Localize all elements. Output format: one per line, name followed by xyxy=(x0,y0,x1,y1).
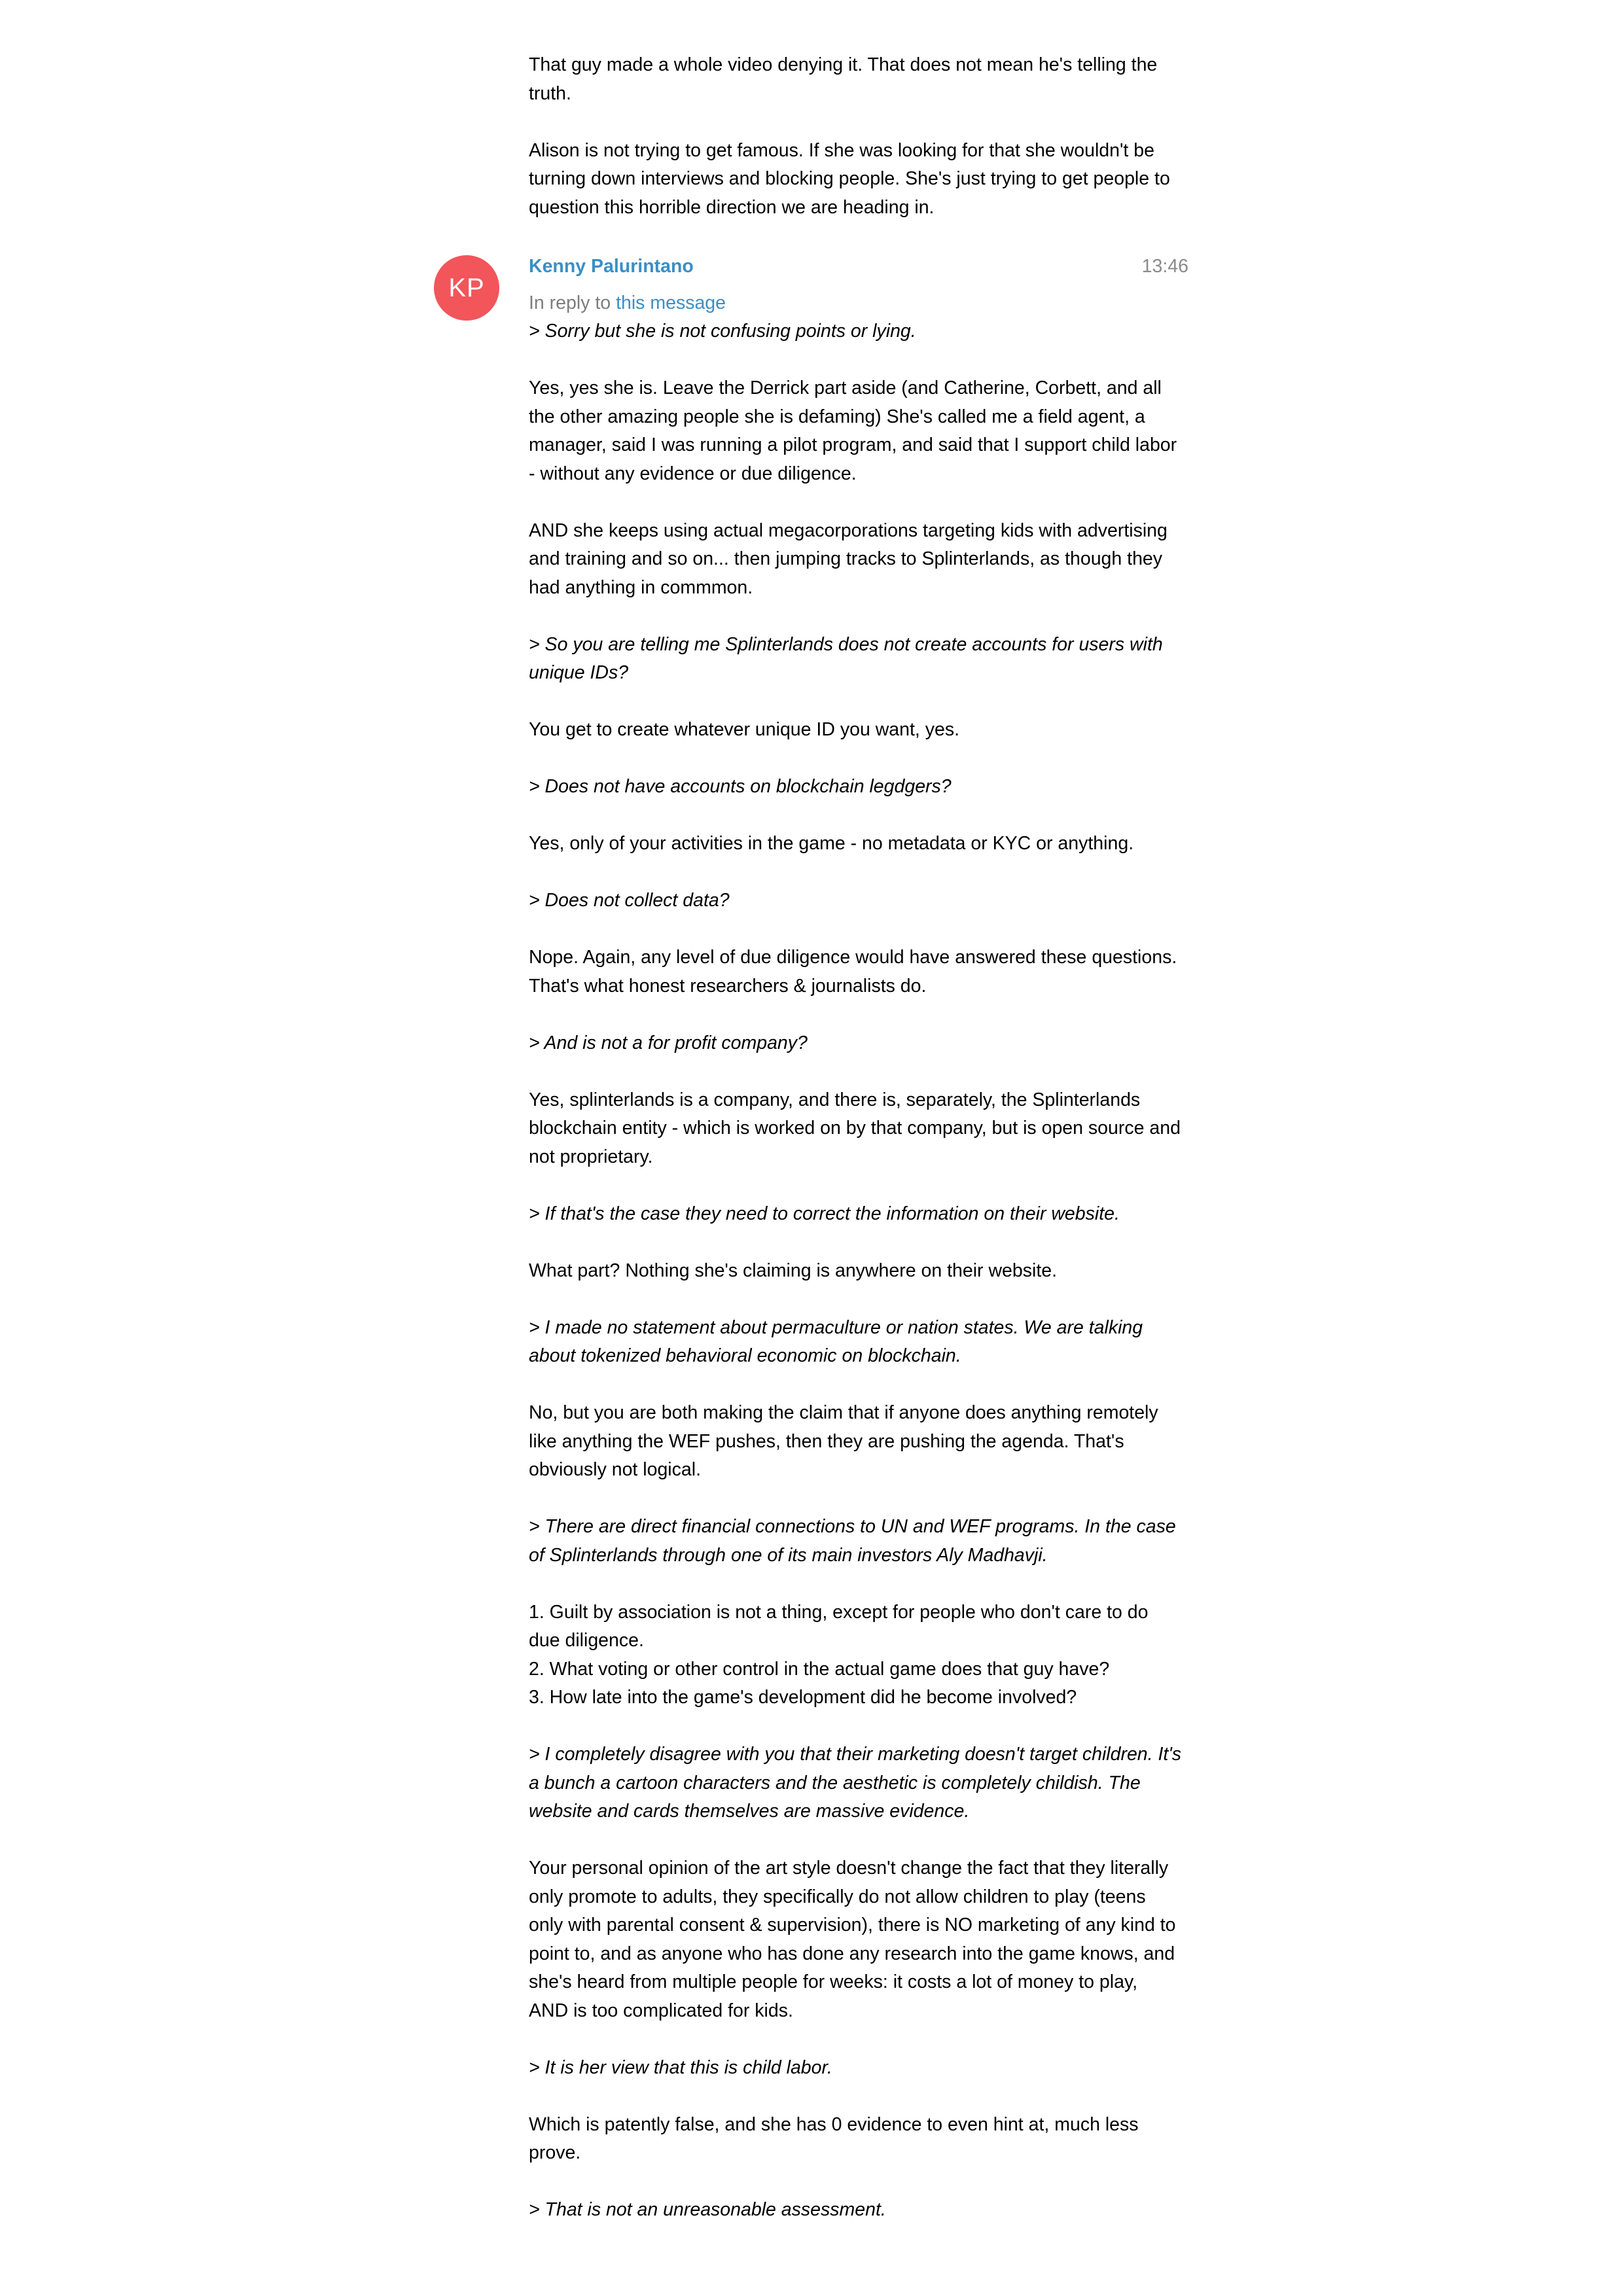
message-paragraph: Alison is not trying to get famous. If she was looking for that she wouldn't be turning down interviews and blocking people. She's just trying to get people to question this horrible direction we are heading in. xyxy=(529,139,1170,218)
avatar-initials: KP xyxy=(448,273,485,302)
message-text xyxy=(529,317,1190,2225)
previous-message-text xyxy=(529,51,1190,222)
quoted-paragraph: > I made no statement about permaculture or nation states. We are talking about tokenized behavioral economic on blockchain. xyxy=(529,1316,1143,1366)
message-time: 13:46 xyxy=(1141,256,1188,277)
message-paragraph: AND she keeps using actual megacorporations targeting kids with advertising and training and so on... then jumping tracks to Splinterlands, as though they had anything in commmon. xyxy=(529,520,1168,598)
message-paragraph: Yes, only of your activities in the game - no metadata or KYC or anything. xyxy=(529,833,1134,854)
reply-prefix: In reply to xyxy=(529,292,611,313)
message-paragraph: What part? Nothing she's claiming is anywhere on their website. xyxy=(529,1260,1058,1281)
message-paragraph: Which is patently false, and she has 0 evidence to even hint at, much less prove. xyxy=(529,2113,1139,2163)
numbered-list-paragraph: 1. Guilt by association is not a thing, except for people who don't care to do due diligence. 2. What voting or other control in the actual game does that guy have? 3. How late into the game's development did he become involved? xyxy=(529,1601,1149,1708)
quoted-paragraph: > If that's the case they need to correct the information on their website. xyxy=(529,1203,1120,1224)
message-header xyxy=(529,252,1190,281)
message-paragraph: Your personal opinion of the art style doesn't change the fact that they literally only promote to adults, they specifically do not allow children to play (teens only with parental consent & supervision), there is NO marketing of any kind to point to, and as anyone who has done any research into the game knows, and she's heard from multiple people for weeks: it costs a lot of money to play, AND is too complicated for kids. xyxy=(529,1858,1176,2021)
message-paragraph: No, but you are both making the claim that if anyone does anything remotely like anything the WEF pushes, then they are pushing the agenda. That's obviously not logical. xyxy=(529,1402,1158,1480)
message-paragraph: That guy made a whole video denying it. That does not mean he's telling the truth. xyxy=(529,54,1158,104)
quoted-paragraph: > There are direct financial connections to UN and WEF programs. In the case of Splinterlands through one of its main investors Aly Madhavji. xyxy=(529,1516,1176,1566)
message-paragraph: Nope. Again, any level of due diligence would have answered these questions. That's what honest researchers & journalists do. xyxy=(529,947,1177,997)
author-name[interactable]: Kenny Palurintano xyxy=(529,256,694,277)
message-paragraph: Yes, yes she is. Leave the Derrick part aside (and Catherine, Corbett, and all the other amazing people she is defaming) She's called me a field agent, a manager, said I was running a pilot program, and said that I support child labor - without any evidence or due diligence. xyxy=(529,378,1177,484)
quoted-paragraph: > Does not collect data? xyxy=(529,890,730,911)
reply-to-link[interactable]: this message xyxy=(616,292,726,313)
reply-to-line xyxy=(529,289,1190,317)
message-body xyxy=(529,252,1190,2225)
quoted-paragraph: > And is not a for profit company? xyxy=(529,1032,808,1053)
quoted-paragraph: > Sorry but she is not confusing points or lying. xyxy=(529,321,916,342)
quoted-paragraph: > It is her view that this is child labor. xyxy=(529,2057,832,2078)
quoted-paragraph: > I completely disagree with you that their marketing doesn't target children. It's a bunch a cartoon characters and the aesthetic is completely childish. The website and cards themselves are massive evidence. xyxy=(529,1744,1182,1822)
quoted-paragraph: > So you are telling me Splinterlands does not create accounts for users with unique IDs? xyxy=(529,633,1163,683)
avatar[interactable] xyxy=(434,255,499,321)
message-paragraph: Yes, splinterlands is a company, and there is, separately, the Splinterlands blockchain entity - which is worked on by that company, but is open source and not proprietary. xyxy=(529,1089,1181,1167)
message-paragraph: You get to create whatever unique ID you want, yes. xyxy=(529,719,960,740)
quoted-paragraph: > Does not have accounts on blockchain legdgers? xyxy=(529,776,952,797)
quoted-paragraph: > That is not an unreasonable assessment. xyxy=(529,2199,886,2220)
